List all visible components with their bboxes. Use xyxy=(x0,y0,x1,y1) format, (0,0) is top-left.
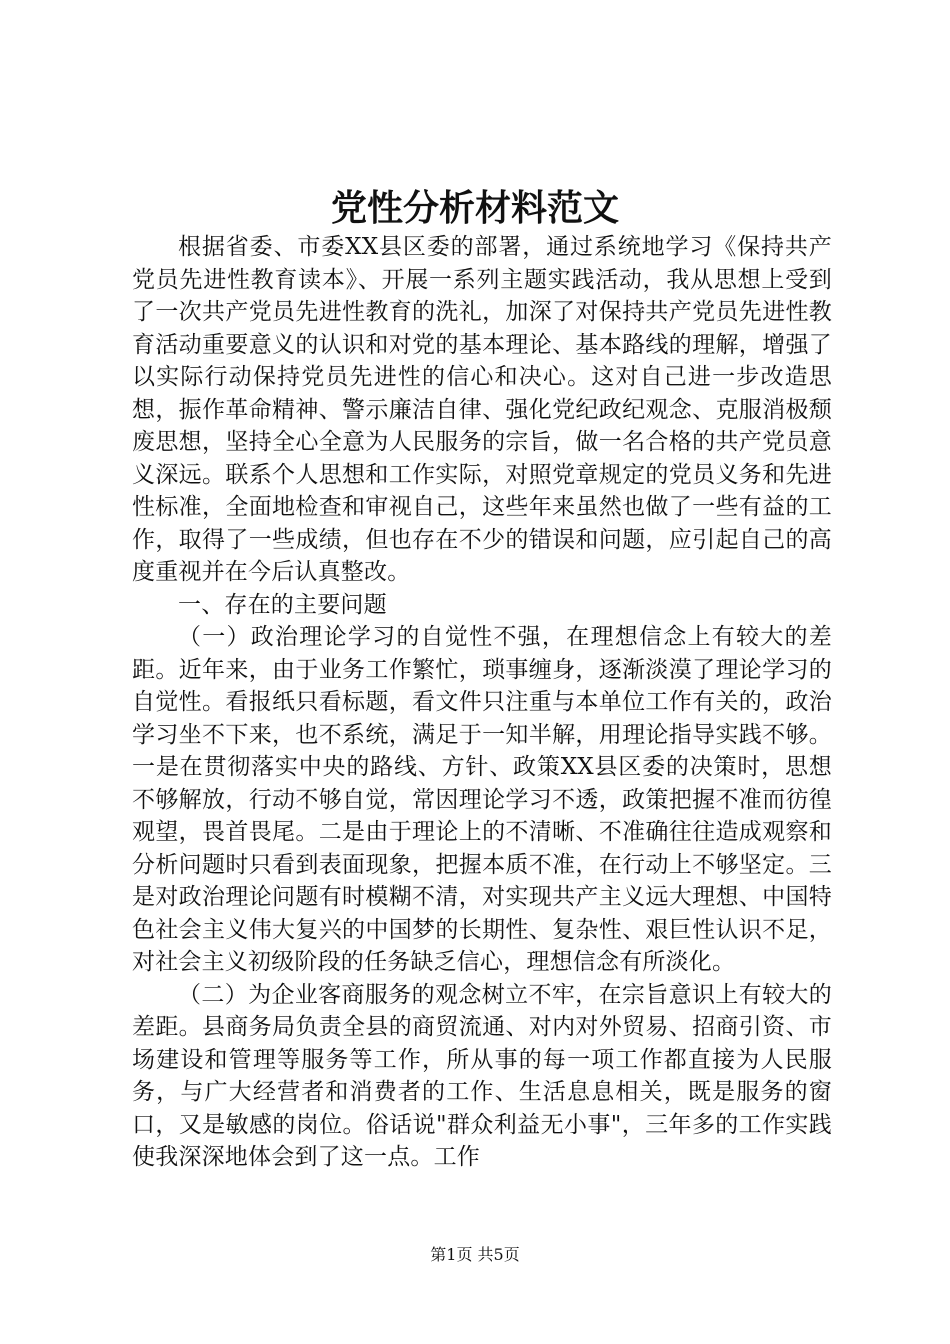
paragraph-problem-1: （一）政治理论学习的自觉性不强，在理想信念上有较大的差距。近年来，由于业务工作繁忙，琐事缠身，逐渐淡漠了理论学习的自觉性。看报纸只看标题，看文件只注重与本单位工作有关的，政治学习坐不下来，也不系统，满足于一知半解，用理论指导实践不够。一是在贯彻落实中央的路线、方针、政策XX县区委的决策时，思想不够解放，行动不够自觉，常因理论学习不透，政策把握不准而彷徨观望，畏首畏尾。二是由于理论上的不清晰、不准确往往造成观察和分析问题时只看到表面现象，把握本质不准，在行动上不够坚定。三是对政治理论问题有时模糊不清，对实现共产主义远大理想、中国特色社会主义伟大复兴的中国梦的长期性、复杂性、艰巨性认识不足，对社会主义初级阶段的任务缺乏信心，理想信念有所淡化。 xyxy=(132,624,832,975)
section-heading-problems: 一、存在的主要问题 xyxy=(178,591,387,618)
document-body xyxy=(132,231,832,1174)
paragraph-problem-2: （二）为企业客商服务的观念树立不牢，在宗旨意识上有较大的差距。县商务局负责全县的商贸流通、对内对外贸易、招商引资、市场建设和管理等服务等工作，所从事的每一项工作都直接为人民服务，与广大经营者和消费者的工作、生活息息相关，既是服务的窗口，又是敏感的岗位。俗话说"群众利益无小事"，三年多的工作实践使我深深地体会到了这一点。工作 xyxy=(132,981,832,1170)
document-title: 党性分析材料范文 xyxy=(330,187,619,229)
page-number-footer: 第1页 共5页 xyxy=(430,1245,520,1264)
paragraph-intro: 根据省委、市委XX县区委的部署，通过系统地学习《保持共产党员先进性教育读本》、开展一系列主题实践活动，我从思想上受到了一次共产党员先进性教育的洗礼，加深了对保持共产党员先进性教育活动重要意义的认识和对党的基本理论、基本路线的理解，增强了以实际行动保持党员先进性的信心和决心。这对自己进一步改造思想，振作革命精神、警示廉洁自律、强化党纪政纪观念、克服消极颓废思想，坚持全心全意为人民服务的宗旨，做一名合格的共产党员意义深远。联系个人思想和工作实际，对照党章规定的党员义务和先进性标准，全面地检查和审视自己，这些年来虽然也做了一些有益的工作，取得了一些成绩，但也存在不少的错误和问题，应引起自己的高度重视并在今后认真整改。 xyxy=(132,234,832,585)
